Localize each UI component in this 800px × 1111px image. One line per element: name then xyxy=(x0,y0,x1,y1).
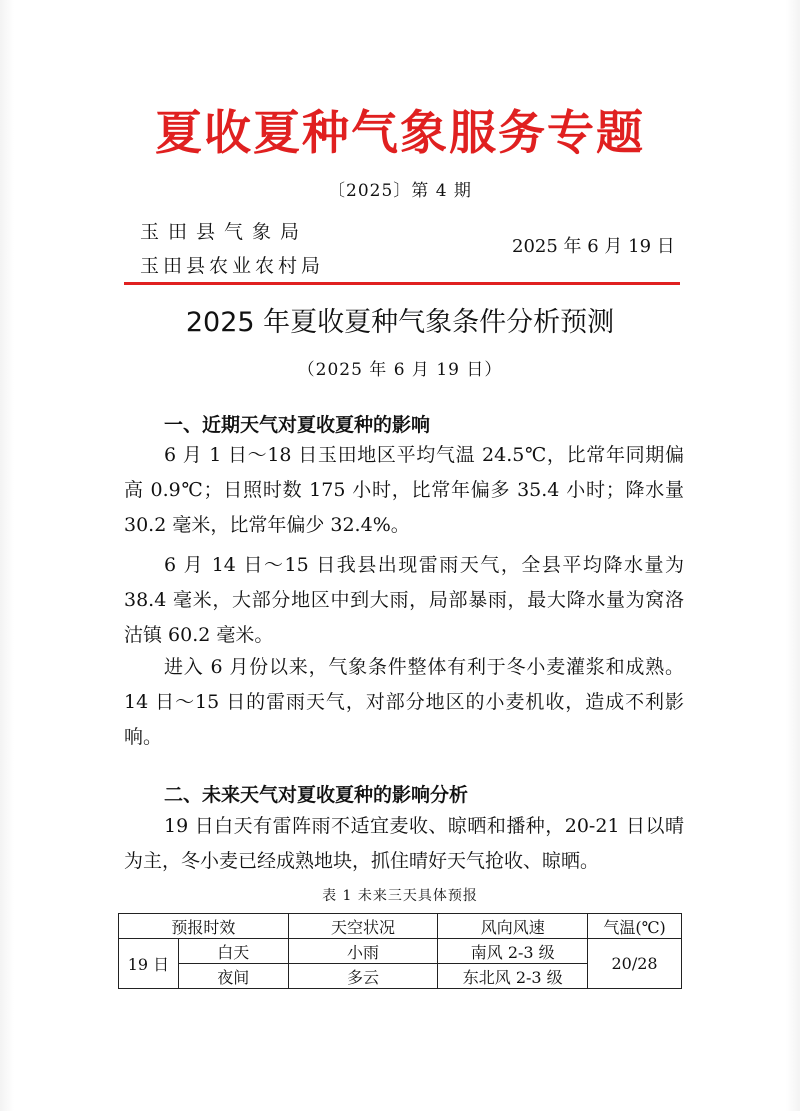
cell-wind: 东北风 2-3 级 xyxy=(438,964,588,989)
header-sky-condition: 天空状况 xyxy=(288,914,438,939)
section-1-paragraph-3: 进入 6 月份以来，气象条件整体有利于冬小麦灌浆和成熟。14 日～15 日的雷雨天气，对部分地区的小麦机收，造成不利影响。 xyxy=(124,656,684,748)
forecast-table xyxy=(118,913,682,989)
cell-sky: 小雨 xyxy=(288,939,438,964)
header-temperature: 气温(℃) xyxy=(588,914,682,939)
masthead-title: 夏收夏种气象服务专题 xyxy=(155,106,645,161)
cell-sky: 多云 xyxy=(288,964,438,989)
section-1-paragraph-1: 6 月 1 日～18 日玉田地区平均气温 24.5℃，比常年同期偏高 0.9℃；日照时数 175 小时，比常年偏多 35.4 小时；降水量 30.2 毫米，比常年偏少 32.4%。 xyxy=(124,444,684,536)
section-heading-2: 二、未来天气对夏收夏种的影响分析 xyxy=(164,784,469,806)
cell-period: 白天 xyxy=(178,939,288,964)
section-1-paragraph-2: 6 月 14 日～15 日我县出现雷雨天气，全县平均降水量为 38.4 毫米，大部分地区中到大雨，局部暴雨，最大降水量为窝洛沽镇 60.2 毫米。 xyxy=(124,554,684,646)
header-forecast-period: 预报时效 xyxy=(119,914,289,939)
cell-temperature: 20/28 xyxy=(588,939,682,989)
red-divider xyxy=(124,282,680,285)
issue-date: 2025 年 6 月 19 日 xyxy=(512,236,675,257)
cell-wind: 南风 2-3 级 xyxy=(438,939,588,964)
section-heading-1: 一、近期天气对夏收夏种的影响 xyxy=(164,414,431,436)
header-wind: 风向风速 xyxy=(438,914,588,939)
issuer-agriculture-bureau: 玉田县农业农村局 xyxy=(140,255,325,277)
table-row xyxy=(119,939,682,964)
cell-period: 夜间 xyxy=(178,964,288,989)
issue-number: 〔2025〕第 4 期 xyxy=(328,181,472,201)
document-date: （2025 年 6 月 19 日） xyxy=(297,360,503,380)
table-header-row xyxy=(119,914,682,939)
issuer-meteorological-bureau: 玉田县气象局 xyxy=(140,221,309,243)
section-2-paragraph-1: 19 日白天有雷阵雨不适宜麦收、晾晒和播种，20-21 日以晴为主，冬小麦已经成熟地块，抓住晴好天气抢收、晾晒。 xyxy=(124,815,684,872)
cell-day: 19 日 xyxy=(119,939,179,989)
table-caption: 表 1 未来三天具体预报 xyxy=(322,888,478,904)
document-title: 2025 年夏收夏种气象条件分析预测 xyxy=(185,307,615,338)
